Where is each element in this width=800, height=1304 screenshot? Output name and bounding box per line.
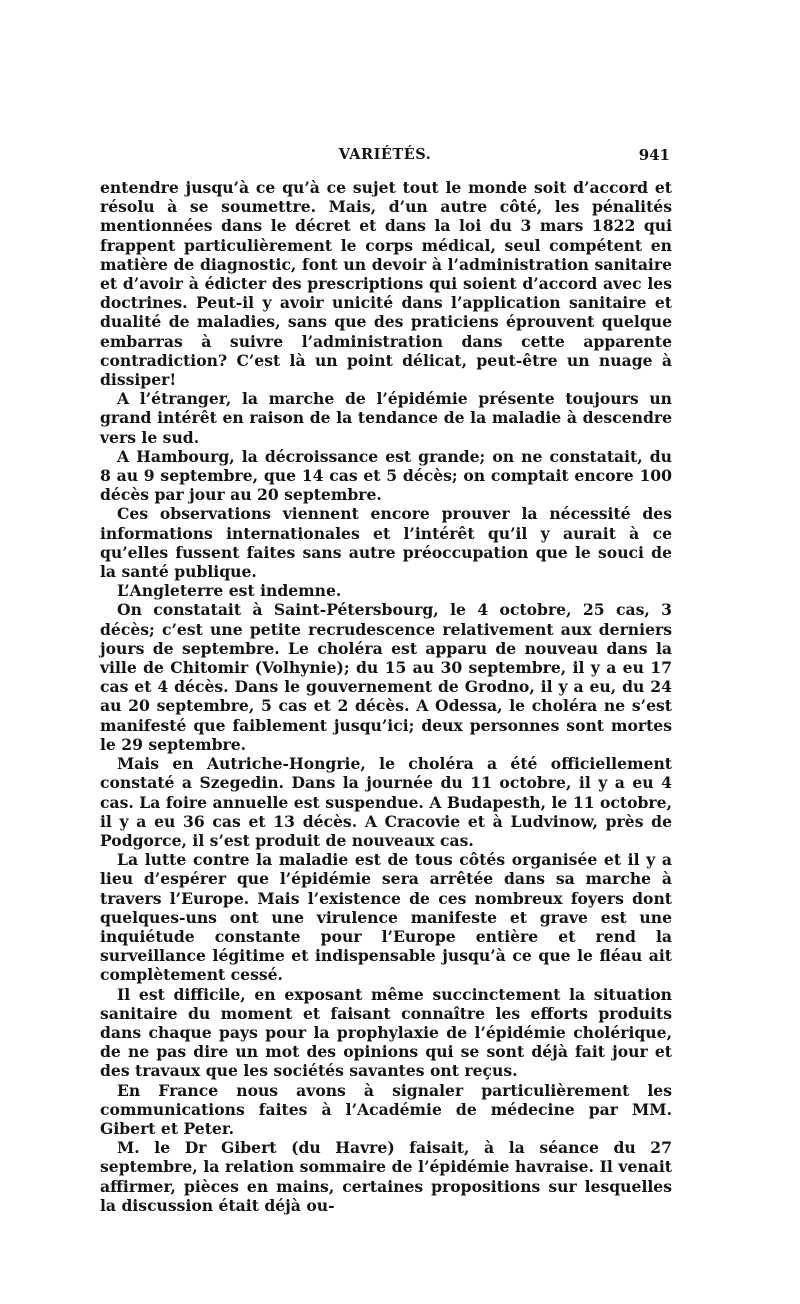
paragraph-6: On constatait à Saint-Pétersbourg, le 4 octobre, 25 cas, 3 décès; c’est une petite recrudescence relativement aux derniers jours de septembre. Le choléra est apparu de nouveau dans la ville de Chitomir (Volhynie); du 15 au 30 septembre, il y a eu 17 cas et 4 décès. Dans le gouvernement de Grodno, il y a eu, du 24 au 20 septembre, 5 cas et 2 décès. A Odessa, le choléra ne s’est manifesté que faiblement jusqu’ici; deux personnes sont mortes le 29 septembre. [100,600,672,754]
paragraph-10: En France nous avons à signaler particulièrement les communications faites à l’Académie de médecine par MM. Gibert et Peter. [100,1080,672,1138]
paragraph-3: A Hambourg, la décroissance est grande; on ne constatait, du 8 au 9 septembre, que 14 cas et 5 décès; on comptait encore 100 décès par jour au 20 septembre. [100,446,672,505]
body-text [100,178,672,1215]
page-number: 941 [638,146,670,164]
paragraph-1: entendre jusqu’à ce qu’à ce sujet tout le monde soit d’accord et résolu à se soumettre. Mais, d’un autre côté, les pénalités mentionnées dans le décret et dans la loi du 3 mars 1822 qui frappent particulièrement le corps médical, seul compétent en matière de diagnostic, font un devoir à l’administration sanitaire et d’avoir à édicter des prescriptions qui soient d’accord avec les doctrines. Peut-il y avoir unicité dans l’application sanitaire et dualité de maladies, sans que des praticiens éprouvent quelque embarras à suivre l’administration dans cette apparente contradiction? C’est là un point délicat, peut-être un nuage à dissiper! [100,178,672,390]
paragraph-9: Il est difficile, en exposant même succinctement la situation sanitaire du moment et faisant connaître les efforts produits dans chaque pays pour la prophylaxie de l’épidémie cholérique, de ne pas dire un mot des opinions qui se sont déjà fait jour et des travaux que les sociétés savantes ont reçus. [100,984,672,1081]
paragraph-4: Ces observations viennent encore prouver la nécessité des informations internationales et l’intérêt qu’il y aurait à ce qu’elles fussent faites sans autre préoccupation que le souci de la santé publique. [100,504,672,582]
page-header [100,146,670,170]
paragraph-11: M. le Dr Gibert (du Havre) faisait, à la séance du 27 septembre, la relation sommaire de l’épidémie havraise. Il venait affirmer, pièces en mains, certaines propositions sur lesquelles la discussion était déjà ou- [100,1138,672,1215]
paragraph-8: La lutte contre la maladie est de tous côtés organisée et il y a lieu d’espérer que l’épidémie sera arrêtée dans sa marche à travers l’Europe. Mais l’existence de ces nombreux foyers dont quelques-uns ont une virulence manifeste et grave est une inquiétude constante pour l’Europe entière et rend la surveillance légitime et indispensable jusqu’à ce que le fléau ait complètement cessé. [100,850,672,985]
paragraph-2: A l’étranger, la marche de l’épidémie présente toujours un grand intérêt en raison de la tendance de la maladie à descendre vers le sud. [100,389,672,447]
paragraph-5: L’Angleterre est indemne. [117,581,342,601]
paragraph-7: Mais en Autriche-Hongrie, le choléra a été officiellement constaté a Szegedin. Dans la journée du 11 octobre, il y a eu 4 cas. La foire annuelle est suspendue. A Budapesth, le 11 octobre, il y a eu 36 cas et 13 décès. A Cracovie et à Ludvinow, près de Podgorce, il s’est produit de nouveaux cas. [100,754,672,850]
running-head: VARIÉTÉS. [338,146,432,163]
